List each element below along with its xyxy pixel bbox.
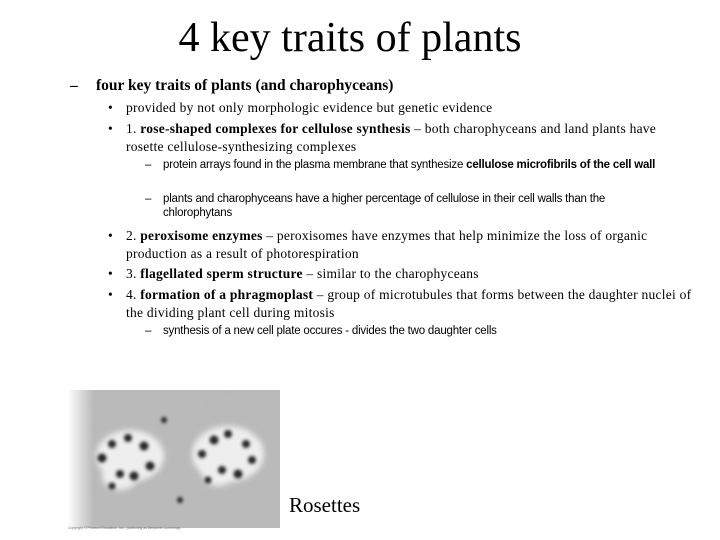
bullet-item [108,227,693,263]
level1-text: four key traits of plants (and charophyceans) [96,77,394,94]
bullet-text [126,286,693,322]
bullet-bold-term: formation of a phragmoplast [140,287,314,302]
bullet-marker: • [108,121,113,136]
bullet-number: 3. [126,266,141,281]
bullet-bold-term: peroxisome enzymes [140,228,263,243]
subbullet-dash: – [145,193,152,205]
bullet-text [126,265,693,283]
micrograph-image [68,390,280,528]
bullet-bold-term: rose-shaped complexes for cellulose synthesis [140,121,411,136]
bullet-marker: • [108,100,113,115]
level1-dash: – [70,77,78,94]
bullet-description: – similar to the charophyceans [302,266,479,281]
figure-credit: Copyright © Pearson Education, Inc., publishing as Benjamin Cummings. [68,526,182,530]
bullet-item [108,120,693,156]
subbullet-bold-term: cellulose microfibrils of the cell wall [466,159,656,171]
subbullet-plain: protein arrays found in the plasma membrane that synthesize [163,159,467,171]
bullet-number: 1. [126,121,141,136]
subbullet-item [145,324,675,338]
bullet-number: 4. [126,287,141,302]
subbullet-text [163,158,675,172]
bullet-bold-term: flagellated sperm structure [140,266,303,281]
bullet-description: – group of microtubules that forms between the daughter nuclei of the dividing plant cell during mitosis [126,287,692,320]
bullet-description: – both charophyceans and land plants have rosette cellulose-synthesizing complexes [126,121,657,154]
bullet-text [126,227,693,263]
bullet-text [126,120,693,156]
subbullet-dash: – [145,159,152,171]
bullet-number: 2. [126,228,141,243]
subbullet-dash: – [145,325,152,337]
bullet-item [108,286,693,322]
bullet-marker: • [108,287,113,302]
subbullet-item [145,192,675,220]
subbullet-text: plants and charophyceans have a higher percentage of cellulose in their cell walls than the chlorophytans [163,193,606,219]
figure-caption: Rosettes [289,493,361,517]
bullet-item [108,99,693,117]
bullet-item [108,265,693,283]
bullet-marker: • [108,228,113,243]
bullet-marker: • [108,266,113,281]
slide-title: 4 key traits of plants [178,15,522,61]
bullet-description: – peroxisomes have enzymes that help minimize the loss of organic production as a result of photorespiration [126,228,648,261]
bullet-text: provided by not only morphologic evidence but genetic evidence [126,100,493,115]
subbullet-item [145,158,675,172]
rosettes-micrograph [68,390,280,528]
subbullet-text: synthesis of a new cell plate occures - divides the two daughter cells [163,325,497,337]
